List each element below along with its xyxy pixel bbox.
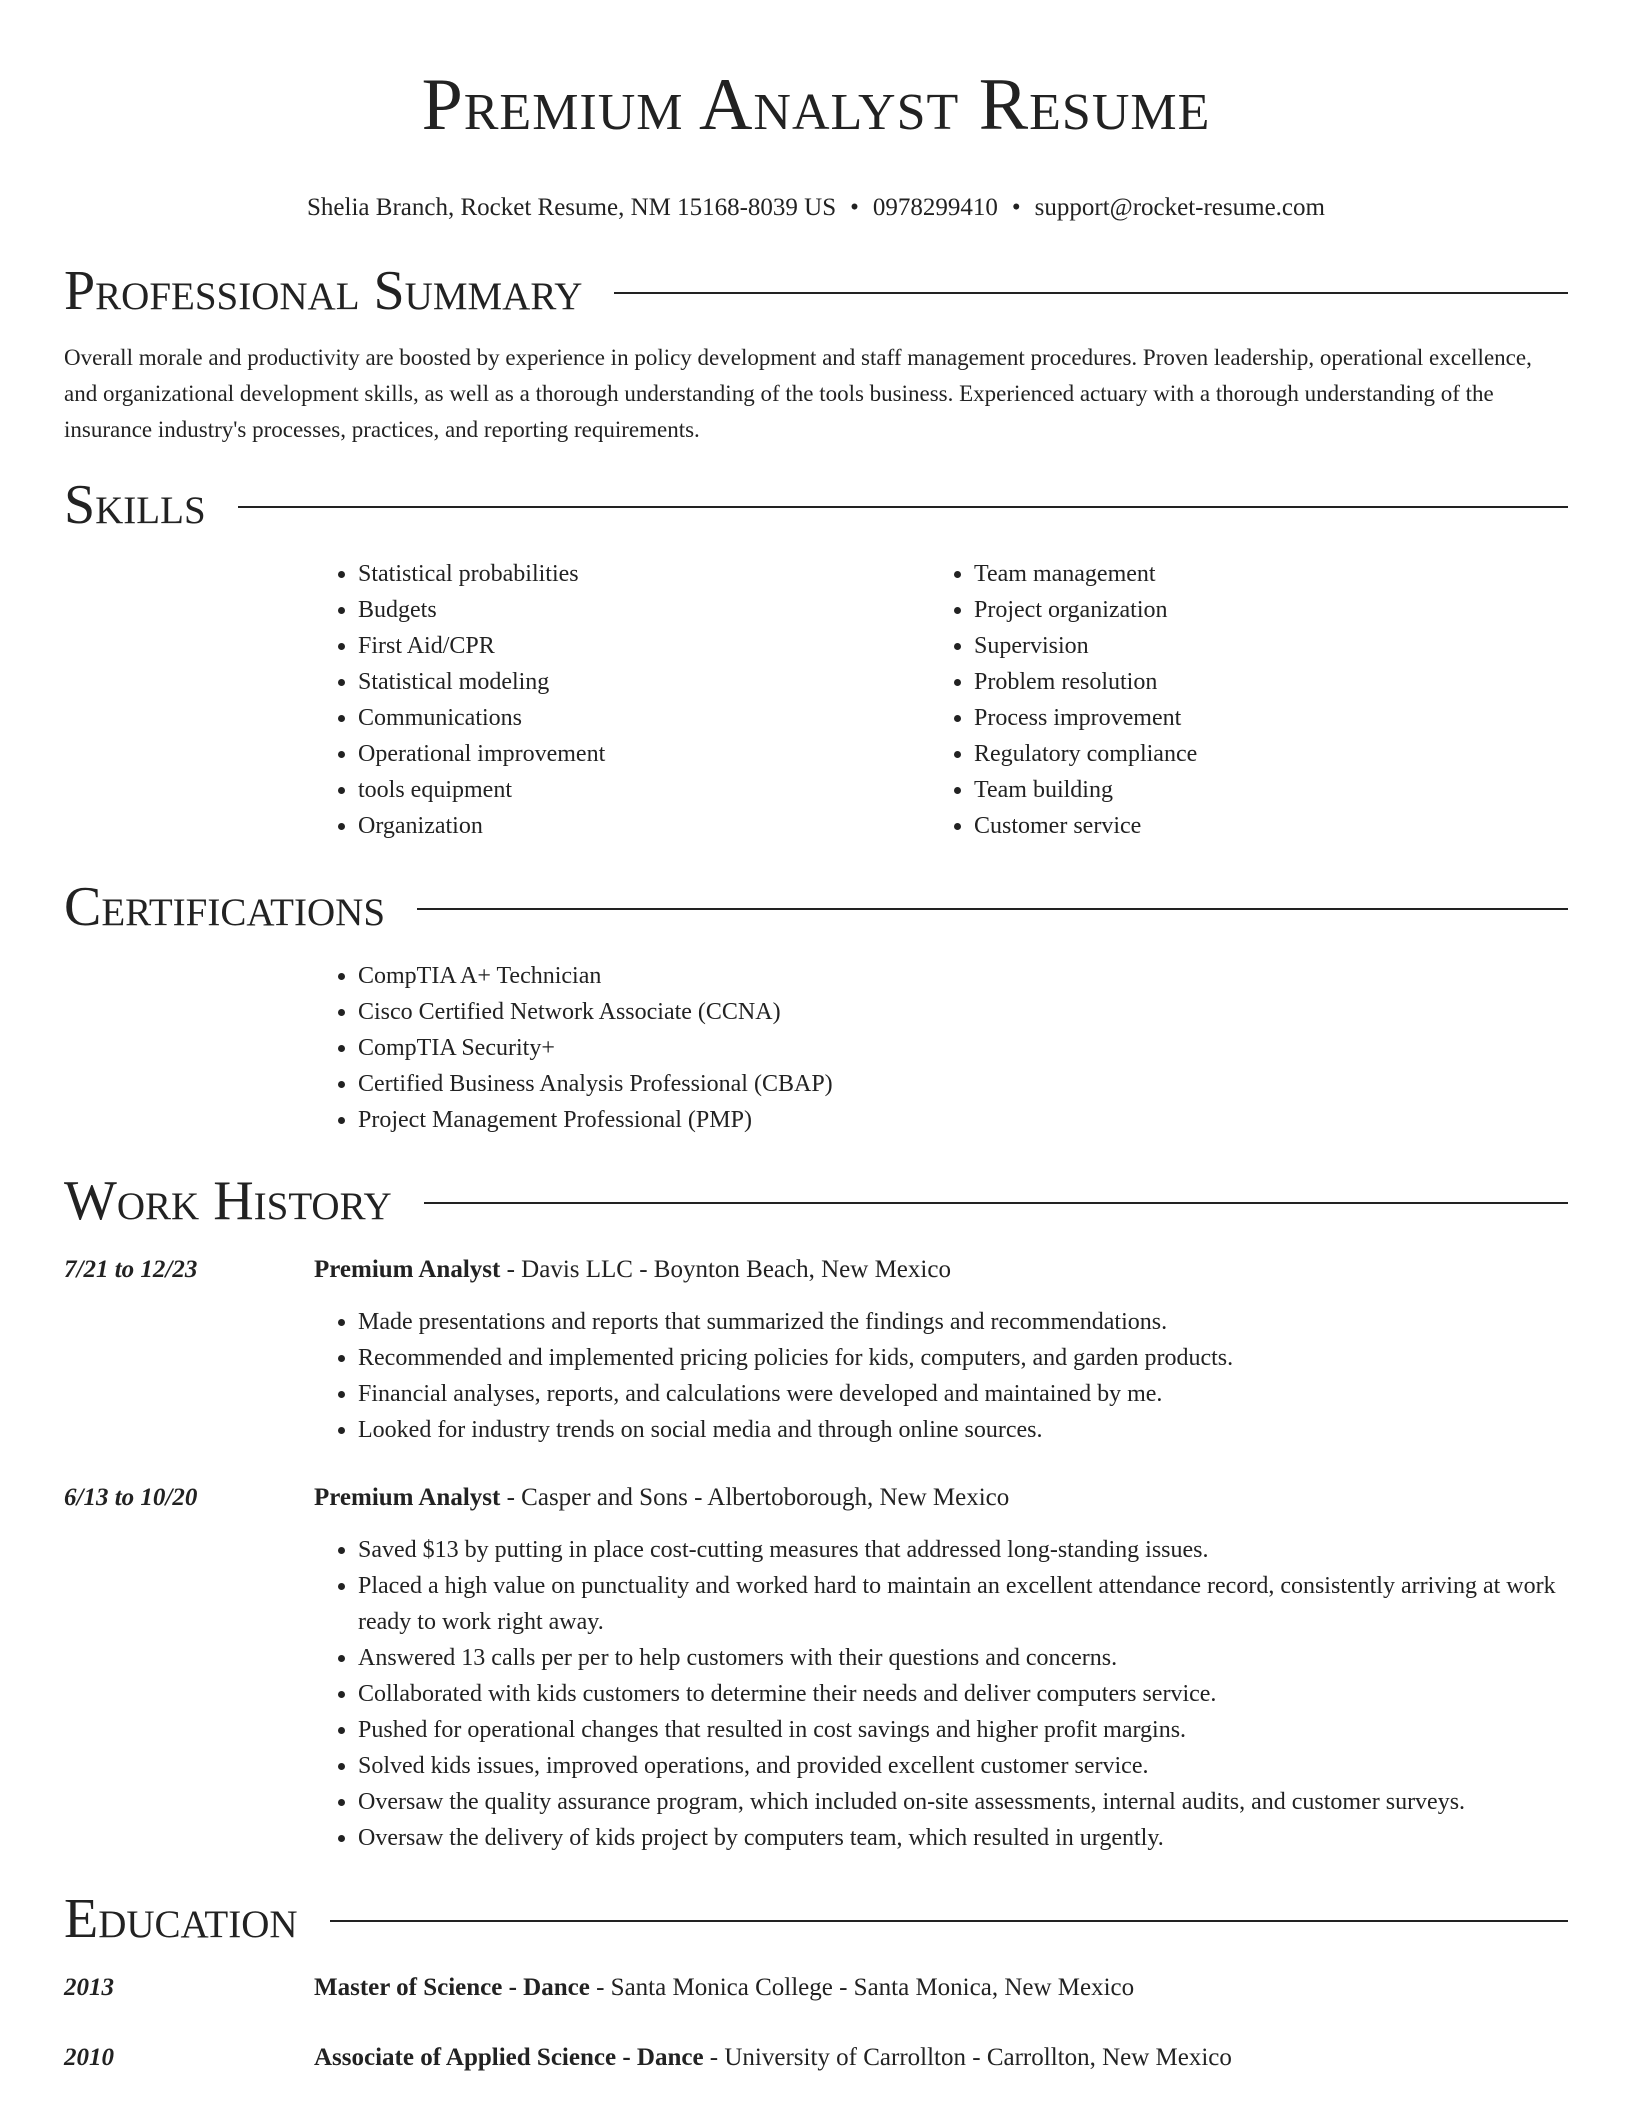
section-divider <box>238 506 1568 508</box>
certification-item: • CompTIA Security+ <box>358 1030 1568 1066</box>
skill-item: • Budgets <box>358 592 930 628</box>
skill-item: • First Aid/CPR <box>358 628 930 664</box>
education-year: 2010 <box>64 2044 114 2071</box>
certification-item: • Certified Business Analysis Professional (CBAP) <box>358 1066 1568 1102</box>
skill-item: • Statistical probabilities <box>358 556 930 592</box>
skill-item: • Operational improvement <box>358 736 930 772</box>
skill-item: • Regulatory compliance <box>974 736 1546 772</box>
job-dates: 6/13 to 10/20 <box>64 1484 198 1511</box>
education-details: - University of Carrollton - Carrollton, New Mexico <box>703 2044 1232 2071</box>
section-divider <box>614 292 1568 294</box>
certifications-heading: Certifications <box>64 876 386 938</box>
contact-phone: 0978299410 <box>872 194 998 221</box>
job-bullet: • Recommended and implemented pricing policies for kids, computers, and garden products. <box>358 1340 1568 1376</box>
education-entry <box>64 2040 1568 2076</box>
skills-heading: Skills <box>64 474 206 536</box>
education-line <box>314 2040 1232 2076</box>
job-bullet: • Placed a high value on punctuality and worked hard to maintain an excellent attendance record, consistently arriving at work ready to work right away. <box>358 1568 1568 1640</box>
skill-item: • tools equipment <box>358 772 930 808</box>
job-bullet: • Financial analyses, reports, and calculations were developed and maintained by me. <box>358 1376 1568 1412</box>
job-dates: 7/21 to 12/23 <box>64 1256 198 1283</box>
education-year: 2013 <box>64 1974 114 2001</box>
education-heading: Education <box>64 1888 298 1950</box>
job-details: - Casper and Sons - Albertoborough, New Mexico <box>500 1484 1010 1511</box>
job-bullet: • Collaborated with kids customers to determine their needs and deliver computers service. <box>358 1676 1568 1712</box>
job-title-line <box>314 1252 951 1288</box>
skill-item: • Process improvement <box>974 700 1546 736</box>
job-entry <box>64 1252 1568 1448</box>
skill-item: • Statistical modeling <box>358 664 930 700</box>
section-divider <box>417 908 1568 910</box>
job-bullet: • Oversaw the delivery of kids project by computers team, which resulted in urgently. <box>358 1820 1568 1856</box>
education-section-header <box>64 1886 1568 1952</box>
contact-email: support@rocket-resume.com <box>1034 194 1325 221</box>
skill-item: • Communications <box>358 700 930 736</box>
certifications-list <box>314 958 1568 1138</box>
skills-section-header <box>64 472 1568 538</box>
job-header <box>64 1252 1568 1288</box>
summary-section-header <box>64 258 1568 324</box>
summary-heading: Professional Summary <box>64 260 583 322</box>
certification-item: • Project Management Professional (PMP) <box>358 1102 1568 1138</box>
job-bullet: • Answered 13 calls per per to help customers with their questions and concerns. <box>358 1640 1568 1676</box>
work-section-header <box>64 1168 1568 1234</box>
education-details: - Santa Monica College - Santa Monica, New Mexico <box>589 1974 1135 2001</box>
certification-item: • Cisco Certified Network Associate (CCNA) <box>358 994 1568 1030</box>
job-bullet: • Oversaw the quality assurance program, which included on-site assessments, internal audits, and customer surveys. <box>358 1784 1568 1820</box>
job-bullets <box>314 1532 1568 1856</box>
contact-line <box>64 192 1568 224</box>
job-bullet: • Looked for industry trends on social media and through online sources. <box>358 1412 1568 1448</box>
job-title: Premium Analyst <box>314 1256 501 1283</box>
skill-item: • Supervision <box>974 628 1546 664</box>
job-bullet: • Solved kids issues, improved operations, and provided excellent customer service. <box>358 1748 1568 1784</box>
contact-separator: • <box>850 194 859 221</box>
section-divider <box>424 1202 1568 1204</box>
education-degree: Associate of Applied Science - Dance <box>314 2044 704 2071</box>
skills-list <box>314 556 1568 844</box>
job-bullet: • Pushed for operational changes that resulted in cost savings and higher profit margins. <box>358 1712 1568 1748</box>
resume-title: Premium Analyst Resume <box>421 64 1211 146</box>
job-title-line <box>314 1480 1009 1516</box>
skill-item: • Problem resolution <box>974 664 1546 700</box>
summary-text: Overall morale and productivity are boosted by experience in policy development and staff management procedures. Proven leadership, operational excellence, and organizational development skills, as well as a thorough understanding of the tools business. Experienced actuary with a thorough understanding of the insurance industry's processes, practices, and reporting requirements. <box>64 345 1532 442</box>
education-entry <box>64 1970 1568 2006</box>
job-title: Premium Analyst <box>314 1484 501 1511</box>
job-entry <box>64 1480 1568 1856</box>
skill-item: • Team management <box>974 556 1546 592</box>
skill-item: • Organization <box>358 808 930 844</box>
job-bullet: • Saved $13 by putting in place cost-cutting measures that addressed long-standing issues. <box>358 1532 1568 1568</box>
job-details: - Davis LLC - Boynton Beach, New Mexico <box>500 1256 951 1283</box>
skill-item: • Team building <box>974 772 1546 808</box>
section-divider <box>330 1920 1568 1922</box>
job-bullets <box>314 1304 1568 1448</box>
skill-item: • Customer service <box>974 808 1546 844</box>
education-line <box>314 1970 1134 2006</box>
certification-item: • CompTIA A+ Technician <box>358 958 1568 994</box>
work-heading: Work History <box>64 1170 392 1232</box>
skill-item: • Project organization <box>974 592 1546 628</box>
job-header <box>64 1480 1568 1516</box>
contact-separator: • <box>1011 194 1021 221</box>
certifications-section-header <box>64 874 1568 940</box>
contact-address: Shelia Branch, Rocket Resume, NM 15168-8039 US <box>307 194 837 221</box>
education-degree: Master of Science - Dance <box>314 1974 590 2001</box>
job-bullet: • Made presentations and reports that summarized the findings and recommendations. <box>358 1304 1568 1340</box>
skills-column-left <box>314 556 930 844</box>
skills-column-right <box>930 556 1546 844</box>
